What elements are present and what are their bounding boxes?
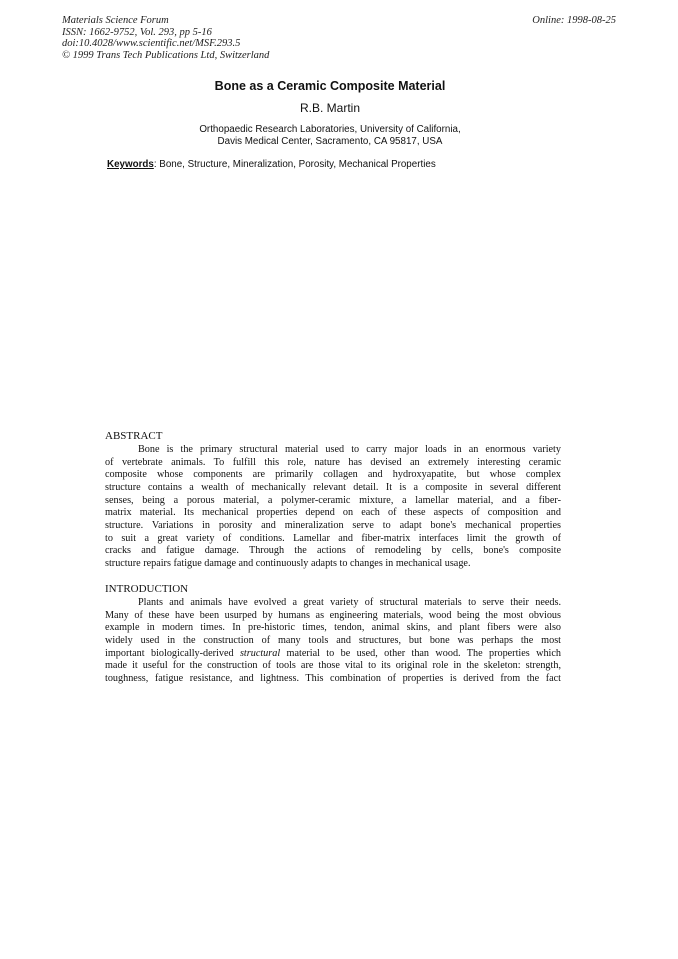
introduction-line: widely used in the construction of many tools and structures, but bone was perhaps the most [105, 634, 561, 646]
introduction-line: example in modern times. In pre-historic times, tendon, animal skins, and plant fibers were also [105, 622, 561, 634]
abstract-heading: ABSTRACT [105, 430, 163, 442]
introduction-line: Plants and animals have evolved a great variety of structural materials to serve their needs. [138, 597, 561, 608]
abstract-line: to suit a great variety of conditions. Lamellar and fiber-matrix interfaces limit the growth of [105, 532, 561, 544]
introduction-line: important biologically-derived structural material to be used, other than wood. The properties which [105, 647, 561, 659]
paper-author: R.B. Martin [299, 101, 360, 115]
abstract-line: composite whose components are primarily collagen and hydroxyapatite, but whose complex [105, 469, 561, 481]
journal-citation [62, 15, 269, 61]
introduction-line: toughness, fatigue resistance, and lightness. This combination of properties is derived from the fact [105, 672, 561, 684]
introduction-heading: INTRODUCTION [105, 583, 189, 595]
abstract-line: structure contains a wealth of mechanically relevant detail. It is a composite in several different [105, 481, 561, 493]
journal-doi: doi:10.4028/www.scientific.net/MSF.293.5 [62, 38, 241, 50]
keywords-text: Bone, Structure, Mineralization, Porosity, Mechanical Properties [159, 159, 436, 170]
journal-copyright: © 1999 Trans Tech Publications Ltd, Switzerland [62, 49, 270, 61]
abstract-line: Bone is the primary structural material used to carry major loads in an enormous variety [138, 444, 561, 455]
abstract-line: structure. Variations in porosity and mineralization serve to adapt bone's mechanical properties [105, 519, 561, 531]
online-date: Online: 1998-08-25 [532, 15, 616, 26]
abstract-section [105, 430, 561, 571]
abstract-body [105, 444, 561, 571]
abstract-line: matrix material. Its mechanical properties depend on each of these aspects of composition and [105, 507, 561, 519]
keywords: Keywords: Bone, Structure, Mineralization, Porosity, Mechanical Properties [107, 159, 436, 170]
abstract-line: senses, being a porous material, a polymer-ceramic mixture, a lamellar material, and a fiber- [105, 494, 561, 506]
abstract-line: cracks and fatigue damage. Through the actions of remodeling by cells, bone's composite [105, 545, 561, 557]
introduction-body [105, 597, 561, 686]
abstract-line: of vertebrate animals. To fulfill this role, nature has devised an extremely interesting ceramic [105, 456, 561, 468]
paper-title: Bone as a Ceramic Composite Material [214, 79, 446, 93]
affiliation-line: Orthopaedic Research Laboratories, University of California, [199, 124, 461, 135]
abstract-line: structure repairs fatigue damage and continuously adapts to changes in mechanical usage. [105, 557, 471, 569]
author-affiliation [0, 124, 660, 149]
keywords-label: Keywords [107, 159, 154, 170]
introduction-line: made it useful for the construction of tools are those vital to its original role in the skeleton: strength, [105, 660, 561, 672]
introduction-section [105, 583, 561, 686]
affiliation-line: Davis Medical Center, Sacramento, CA 95817, USA [217, 136, 443, 148]
introduction-line: Many of these have been usurped by humans as engineering materials, wood being the most obvious [105, 609, 561, 621]
journal-issn: ISSN: 1662-9752, Vol. 293, pp 5-16 [62, 26, 212, 38]
journal-name: Materials Science Forum [62, 15, 169, 26]
